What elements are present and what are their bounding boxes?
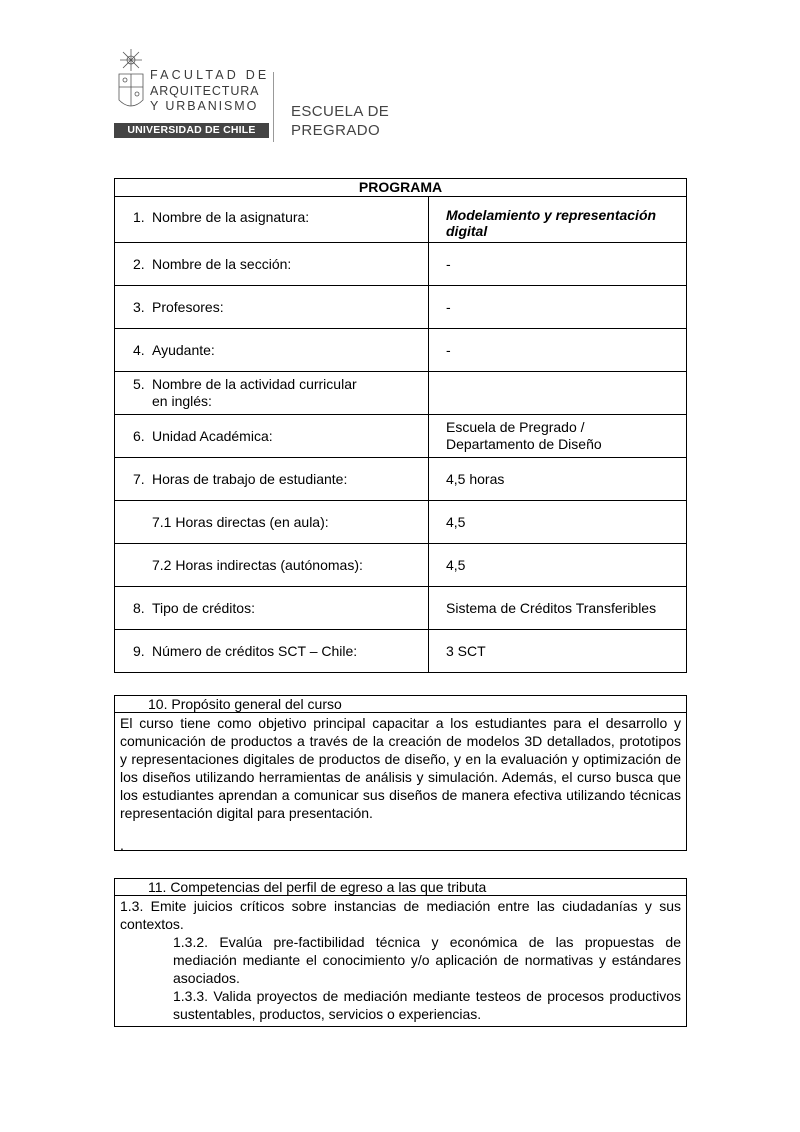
- row-value: 4,5: [429, 501, 687, 544]
- course-name-value: Modelamiento y representación digital: [429, 197, 687, 243]
- table-row: [115, 243, 687, 286]
- competency-sub-2: 1.3.3. Valida proyectos de mediación mediante testeos de procesos productivos sustentables, productos, servicios o experiencias.: [173, 988, 681, 1022]
- program-title: PROGRAMA: [115, 179, 687, 197]
- row-label: 5. Nombre de la actividad curricular en inglés:: [115, 372, 429, 415]
- table-row: [115, 372, 687, 415]
- row-label: 1. Nombre de la asignatura:: [115, 197, 429, 243]
- faculty-line1: FACULTAD DE: [150, 68, 270, 82]
- row-label: 2. Nombre de la sección:: [115, 243, 429, 286]
- school-line2: PREGRADO: [291, 122, 381, 139]
- table-row: [115, 458, 687, 501]
- row-label: 7.2 Horas indirectas (autónomas):: [115, 544, 429, 587]
- row-label: 8. Tipo de créditos:: [115, 587, 429, 630]
- faculty-line3: Y URBANISMO: [150, 99, 259, 113]
- school-name: [291, 102, 389, 140]
- purpose-trailing: .: [120, 837, 124, 853]
- row-value: Escuela de Pregrado / Departamento de Diseño: [429, 415, 687, 458]
- table-row: [115, 587, 687, 630]
- table-row: [115, 630, 687, 673]
- table-row: [115, 501, 687, 544]
- row-label: 4. Ayudante:: [115, 329, 429, 372]
- row-value: 4,5: [429, 544, 687, 587]
- competencies-body: [115, 896, 686, 1023]
- row-value: -: [429, 243, 687, 286]
- table-row: [115, 286, 687, 329]
- page-header: [112, 46, 512, 146]
- row-label: 7.1 Horas directas (en aula):: [115, 501, 429, 544]
- table-row: [115, 415, 687, 458]
- competencies-section: [114, 878, 687, 1027]
- university-seal-icon: [114, 48, 148, 116]
- row-label: 9. Número de créditos SCT – Chile:: [115, 630, 429, 673]
- row-value: 4,5 horas: [429, 458, 687, 501]
- row-value: Sistema de Créditos Transferibles: [429, 587, 687, 630]
- purpose-paragraph: El curso tiene como objetivo principal capacitar a los estudiantes para el desarrollo y comunicación de productos a través de la creación de modelos 3D detallados, prototipos y representaciones digitales de productos de diseño, y en la evaluación y optimización de los diseños utilizando herramientas de análisis y simulación. Además, el curso busca que los estudiantes aprendan a comunicar sus diseños de manera efectiva utilizando técnicas representación digital para presentación.: [120, 715, 681, 821]
- table-row: [115, 544, 687, 587]
- competency-main: 1.3. Emite juicios críticos sobre instancias de mediación entre las ciudadanías y sus contextos.: [120, 898, 681, 932]
- faculty-name: [150, 68, 269, 115]
- program-table: [114, 178, 687, 673]
- school-line1: ESCUELA DE: [291, 103, 390, 120]
- row-value: 3 SCT: [429, 630, 687, 673]
- competency-sub-1: 1.3.2. Evalúa pre-factibilidad técnica y económica de las propuestas de mediación mediante el conocimiento y/o aplicación de normativas y estándares asociados.: [173, 934, 681, 986]
- row-value: -: [429, 329, 687, 372]
- row-value: [429, 372, 687, 415]
- table-row: [115, 329, 687, 372]
- purpose-heading: 10. Propósito general del curso: [115, 696, 686, 713]
- university-name-bar: UNIVERSIDAD DE CHILE: [114, 123, 269, 138]
- row-value: -: [429, 286, 687, 329]
- purpose-section: [114, 695, 687, 851]
- header-divider: [273, 72, 274, 142]
- row-label: 3. Profesores:: [115, 286, 429, 329]
- purpose-text: [115, 713, 686, 854]
- row-label: 6. Unidad Académica:: [115, 415, 429, 458]
- table-row: [115, 197, 687, 243]
- faculty-line2: ARQUITECTURA: [150, 83, 260, 98]
- competencies-heading: 11. Competencias del perfil de egreso a las que tributa: [115, 879, 686, 896]
- row-label: 7. Horas de trabajo de estudiante:: [115, 458, 429, 501]
